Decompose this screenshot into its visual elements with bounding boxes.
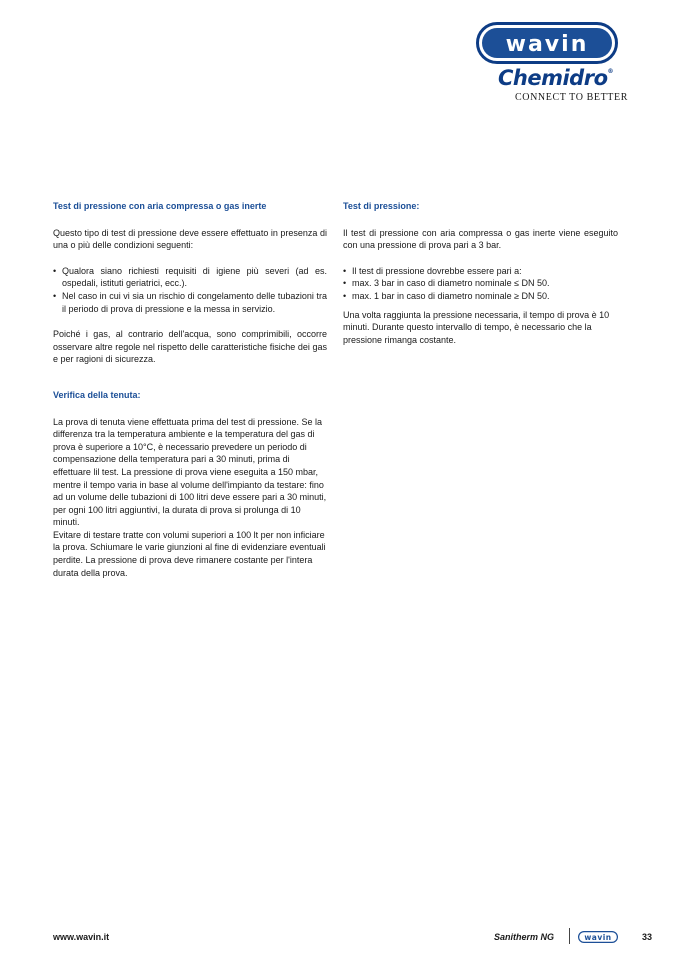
right-column [343, 200, 618, 359]
section-heading-leak-check: Verifica della tenuta: [53, 389, 141, 400]
list-item: • max. 3 bar in caso di diametro nominale ≤ DN 50. [343, 277, 618, 290]
section-spacer [53, 379, 327, 389]
footer-document-title: Sanitherm NG [494, 932, 555, 942]
chemidro-logo [498, 66, 614, 90]
leak-check-paragraph: La prova di tenuta viene effettuata prima del test di pressione. Se la differenza tra la temperatura ambiente e la temperatura del gas di prova è superiore a 10°C, è necessario prevedere un periodo di compensazione della temperatura pari a 30 minuti, prima di effettuare lil test. La pressione di prova viene eseguita a 150 mbar, mentre il tempo varia in base al volume dell'impianto da testare: fino ad un volume delle tubazioni di 100 litri deve essere pari a 30 minuti, per ogni 100 litri aggiuntivi, la durata di prova si prolunga di 10 minuti. [53, 416, 327, 528]
chemidro-text: Chemidro [498, 66, 608, 90]
wavin-logo [476, 22, 618, 64]
pressure-limits-list [343, 265, 618, 303]
gas-rules-paragraph: Poiché i gas, al contrario dell'acqua, sono comprimibili, occorre osservare altre regole nel rispetto delle caratteristiche fisiche dei gas e per ragioni di sicurezza. [53, 329, 327, 365]
leak-check-paragraph-2: Evitare di testare tratte con volumi superiori a 100 lt per non inficiare la prova. Schiumare le varie giunzioni al fine di evidenziare eventuali perdite. La pressione di prova deve rimanere costante per l'intera durata della prova. [53, 529, 326, 578]
conditions-list [53, 265, 327, 315]
footer-website-link[interactable]: www.wavin.it [53, 932, 110, 942]
page-number: 33 [642, 932, 653, 942]
section-intro-paragraph: Questo tipo di test di pressione deve essere effettuato in presenza di una o più delle condizioni seguenti: [53, 227, 327, 251]
section-heading-compressed-air: Test di pressione con aria compressa o gas inerte [53, 201, 267, 211]
footer-logo-text: wavin [584, 932, 612, 942]
list-item: • Il test di pressione dovrebbe essere pari a: [343, 265, 618, 278]
wavin-logo-text: wavin [505, 32, 589, 57]
list-item: • Nel caso in cui vi sia un rischio di congelamento delle tubazioni tra il periodo di prova di pressione e la messa in servizio. [53, 290, 327, 315]
footer-divider [569, 928, 570, 944]
pressure-test-closing: Una volta raggiunta la pressione necessaria, il tempo di prova è 10 minuti. Durante questo intervallo di tempo, è necessario che la pressione rimanga costante. [343, 309, 610, 345]
list-item: • max. 1 bar in caso di diametro nominale ≥ DN 50. [343, 290, 618, 303]
pressure-test-intro: Il test di pressione con aria compressa o gas inerte viene eseguito con una pressione di prova pari a 3 bar. [343, 227, 618, 251]
footer-wavin-logo [578, 931, 618, 943]
registered-mark: ® [607, 68, 614, 75]
left-column [53, 200, 327, 592]
list-item: • Qualora siano richiesti requisiti di igiene più severi (ad es. ospedali, istituti geriatrici, ecc.). [53, 265, 327, 290]
section-heading-pressure-test: Test di pressione: [343, 201, 420, 211]
tagline: CONNECT TO BETTER [515, 92, 628, 103]
